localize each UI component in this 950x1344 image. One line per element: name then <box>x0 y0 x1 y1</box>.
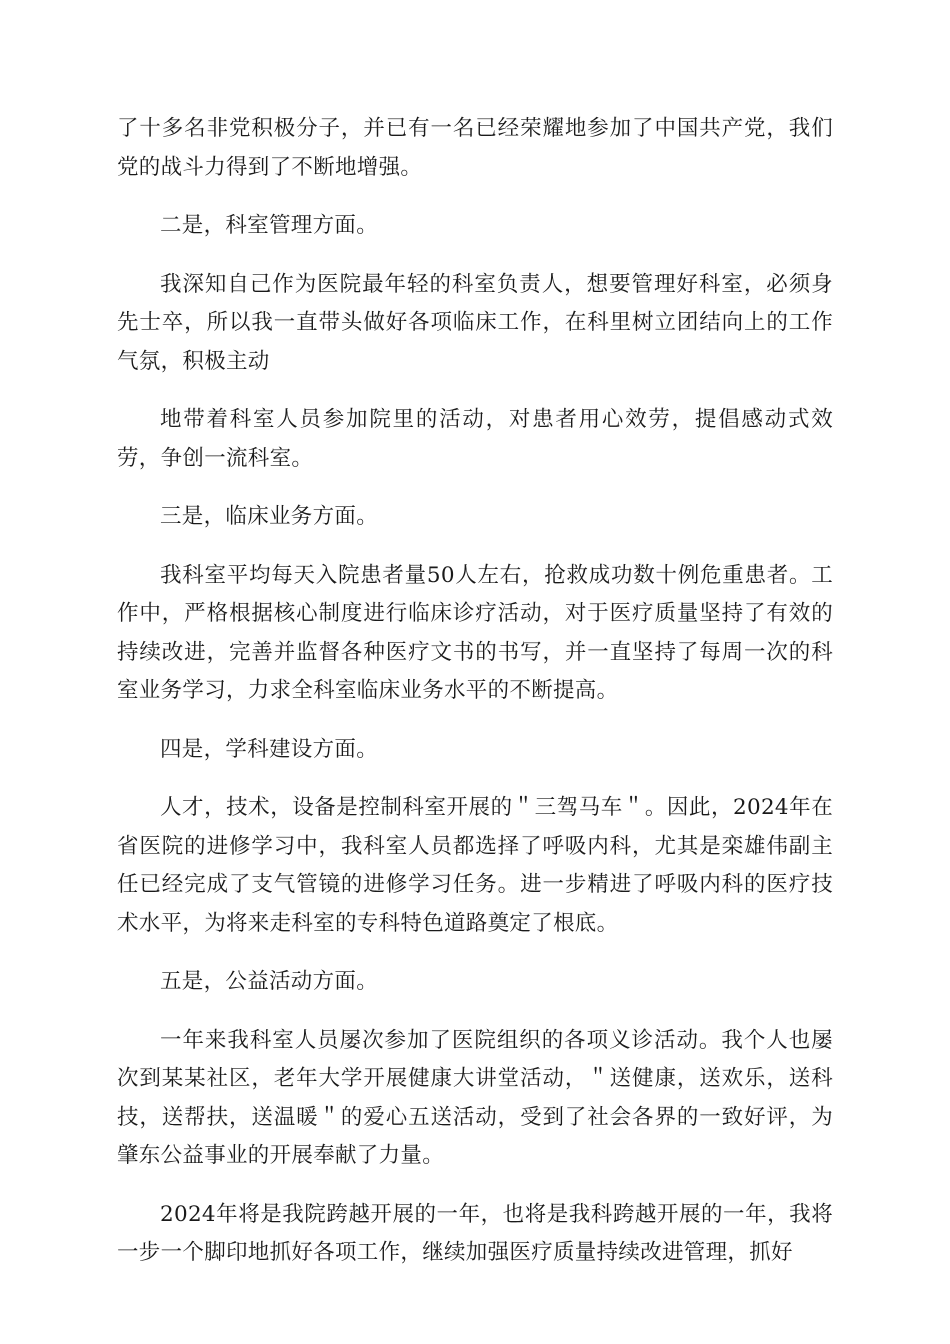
paragraph-outlook: 2024年将是我院跨越开展的一年，也将是我科跨越开展的一年，我将一步一个脚印地抓好各项工作，继续加强医疗质量持续改进管理，抓好 <box>117 1201 833 1265</box>
paragraph-discipline: 人才，技术，设备是控制科室开展的＂三驾马车＂。因此，2024年在省医院的进修学习中，我科室人员都选择了呼吸内科，尤其是栾雄伟副主任已经完成了支气管镜的进修学习任务。进一步精进了呼吸内科的医疗技术水平，为将来走科室的专科特色道路奠定了根底。 <box>117 795 833 936</box>
document-body <box>117 110 833 1293</box>
heading-public-welfare: 五是，公益活动方面。 <box>160 969 379 994</box>
heading-department-management: 二是，科室管理方面。 <box>160 213 379 238</box>
paragraph-management: 我深知自己作为医院最年轻的科室负责人，想要管理好科室，必须身先士卒，所以我一直带头做好各项临床工作，在科里树立团结向上的工作气氛，积极主动 <box>117 271 833 374</box>
paragraph-clinical: 我科室平均每天入院患者量50人左右，抢救成功数十例危重患者。工作中，严格根据核心制度进行临床诊疗活动，对于医疗质量坚持了有效的持续改进，完善并监督各种医疗文书的书写，并一直坚持了每周一次的科室业务学习，力求全科室临床业务水平的不断提高。 <box>117 562 833 703</box>
paragraph-management-cont: 地带着科室人员参加院里的活动，对患者用心效劳，提倡感动式效劳，争创一流科室。 <box>117 407 833 471</box>
paragraph-public-welfare: 一年来我科室人员屡次参加了医院组织的各项义诊活动。我个人也屡次到某某社区，老年大学开展健康大讲堂活动，＂送健康，送欢乐，送科技，送帮扶，送温暖＂的爱心五送活动，受到了社会各界的一致好评，为肇东公益事业的开展奉献了力量。 <box>117 1027 833 1168</box>
heading-clinical-business: 三是，临床业务方面。 <box>160 504 379 529</box>
paragraph-continuation: 了十多名非党积极分子，并已有一名已经荣耀地参加了中国共产党，我们党的战斗力得到了不断地增强。 <box>117 116 833 180</box>
heading-discipline-building: 四是，学科建设方面。 <box>160 736 379 762</box>
